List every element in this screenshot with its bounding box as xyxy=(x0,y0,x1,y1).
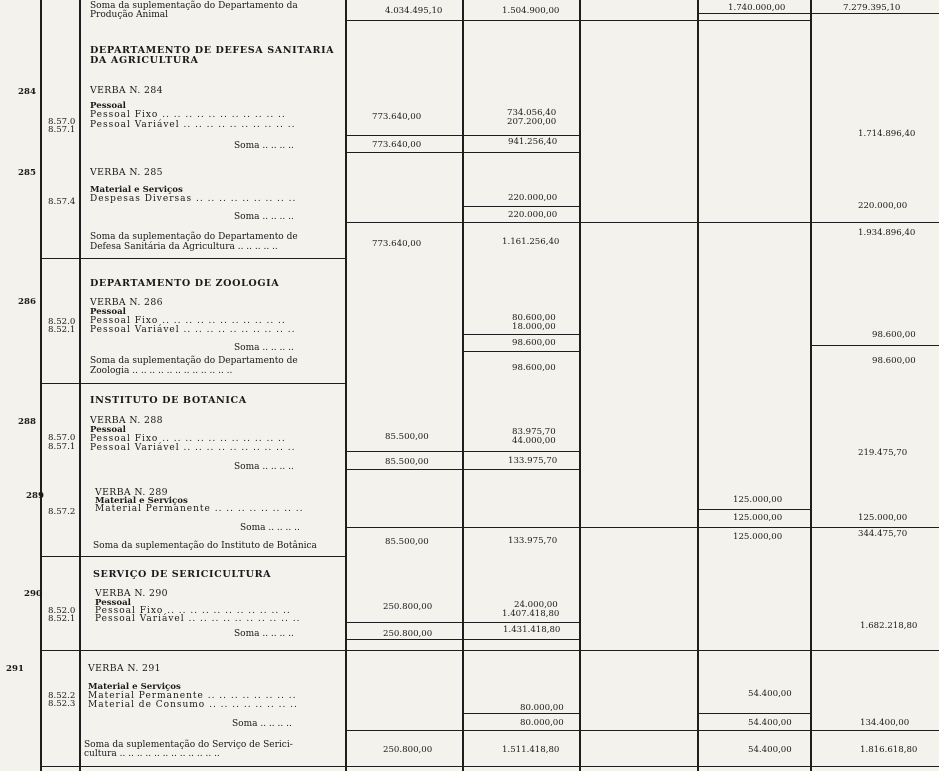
rule xyxy=(462,334,579,335)
value-col1: 773.640,00 xyxy=(372,140,422,150)
item-desc: Material de Consumo .. .. .. .. .. .. .. .. xyxy=(88,700,298,710)
value-col2: 18.000,00 xyxy=(512,322,556,332)
value-col4: 125.000,00 xyxy=(733,495,783,505)
verba-label: VERBA N. 289 xyxy=(95,487,168,498)
value-col1: 4.034.495,10 xyxy=(385,6,443,16)
value-col2: 1.407.418,80 xyxy=(502,609,560,619)
soma-label: Soma .. .. .. .. xyxy=(232,719,292,729)
value-col2: 98.600,00 xyxy=(512,363,556,373)
verba-label: VERBA N. 286 xyxy=(90,297,163,308)
rule xyxy=(345,451,579,452)
item-code: 8.52.0 xyxy=(48,317,76,327)
value-col5: 1.934.896,40 xyxy=(858,228,916,238)
value-col5: 134.400,00 xyxy=(860,718,910,728)
item-code: 8.52.1 xyxy=(48,325,76,335)
soma-label: Soma .. .. .. .. xyxy=(240,523,300,533)
item-desc: Pessoal Variável .. .. .. .. .. .. .. .. .. .. xyxy=(90,120,296,130)
column-rule xyxy=(810,0,812,771)
item-code: 8.57.2 xyxy=(48,507,76,517)
row-desc: Defesa Sanitária da Agricultura .. .. .. .. .. xyxy=(90,242,278,252)
soma-label: Soma .. .. .. .. xyxy=(234,343,294,353)
value-col2: 80.000,00 xyxy=(520,703,564,713)
section-title: DA AGRICULTURA xyxy=(90,55,199,66)
item-desc: Pessoal Variável .. .. .. .. .. .. .. .. .. .. xyxy=(95,614,301,624)
rule xyxy=(462,206,579,207)
value-col2: 207.200,00 xyxy=(507,117,557,127)
column-rule xyxy=(345,0,347,771)
soma-label: Soma .. .. .. .. xyxy=(234,212,294,222)
item-desc: Pessoal Fixo .. .. .. .. .. .. .. .. .. .. .. xyxy=(90,110,286,120)
section-title: DEPARTAMENTO DE DEFESA SANITARIA xyxy=(90,45,335,56)
item-desc: Material Permanente .. .. .. .. .. .. .. .. xyxy=(88,691,297,701)
rule xyxy=(40,650,939,651)
column-rule xyxy=(40,0,42,771)
value-col5: 1.714.896,40 xyxy=(858,129,916,139)
subheading: Pessoal xyxy=(95,598,131,608)
column-rule xyxy=(697,0,699,771)
value-col2: 98.600,00 xyxy=(512,338,556,348)
line-number: 285 xyxy=(18,168,36,178)
rule xyxy=(462,713,579,714)
value-col2: 133.975,70 xyxy=(508,456,558,466)
soma-label: Soma .. .. .. .. xyxy=(234,629,294,639)
item-desc: Pessoal Variável .. .. .. .. .. .. .. .. .. .. xyxy=(90,443,296,453)
column-rule xyxy=(462,0,464,771)
value-col5: 219.475,70 xyxy=(858,448,908,458)
value-col5: 1.682.218,80 xyxy=(860,621,918,631)
item-code: 8.57.1 xyxy=(48,125,76,135)
section-title: SERVIÇO DE SERICICULTURA xyxy=(93,569,272,580)
value-col2: 734.056,40 xyxy=(507,108,557,118)
subheading: Material e Serviços xyxy=(88,682,181,692)
row-desc: Soma da suplementação do Instituto de Botânica xyxy=(93,541,317,551)
line-number: 284 xyxy=(18,87,36,97)
value-col4: 54.400,00 xyxy=(748,689,792,699)
soma-label: Soma .. .. .. .. xyxy=(234,141,294,151)
value-col1: 250.800,00 xyxy=(383,602,433,612)
item-code: 8.57.0 xyxy=(48,117,76,127)
rule xyxy=(697,509,810,510)
value-col1: 85.500,00 xyxy=(385,537,429,547)
value-col5: 125.000,00 xyxy=(858,513,908,523)
value-col2: 220.000,00 xyxy=(508,210,558,220)
verba-label: VERBA N. 284 xyxy=(90,85,163,96)
value-col5: 98.600,00 xyxy=(872,356,916,366)
value-col4: 1.740.000,00 xyxy=(728,3,786,13)
value-col2: 220.000,00 xyxy=(508,193,558,203)
value-col2: 80.600,00 xyxy=(512,313,556,323)
value-col4: 125.000,00 xyxy=(733,513,783,523)
item-code: 8.57.0 xyxy=(48,433,76,443)
value-col5: 344.475,70 xyxy=(858,529,908,539)
value-col5: 98.600,00 xyxy=(872,330,916,340)
subheading: Pessoal xyxy=(90,307,126,317)
item-desc: Pessoal Fixo .. .. .. .. .. .. .. .. .. .. .. xyxy=(90,434,286,444)
line-number: 286 xyxy=(18,297,36,307)
item-desc: Pessoal Variável .. .. .. .. .. .. .. .. .. .. xyxy=(90,325,296,335)
value-col2: 1.431.418,80 xyxy=(503,625,561,635)
verba-label: VERBA N. 285 xyxy=(90,167,163,178)
rule xyxy=(697,13,939,14)
rule xyxy=(345,639,579,640)
line-number: 291 xyxy=(6,664,24,674)
subheading: Material e Serviços xyxy=(95,496,188,506)
verba-label: VERBA N. 290 xyxy=(95,588,168,599)
value-col2: 941.256,40 xyxy=(508,137,558,147)
row-desc: Soma da suplementação do Serviço de Serici- xyxy=(84,740,293,750)
verba-label: VERBA N. 291 xyxy=(88,663,161,674)
row-desc: Zoologia .. .. .. .. .. .. .. .. .. .. .. .. xyxy=(90,366,233,376)
rule xyxy=(40,556,345,557)
rule xyxy=(345,527,939,528)
rule xyxy=(697,713,810,714)
value-col5: 7.279.395,10 xyxy=(843,3,901,13)
item-code: 8.52.3 xyxy=(48,699,76,709)
value-col1: 250.800,00 xyxy=(383,629,433,639)
item-desc: Pessoal Fixo .. .. .. .. .. .. .. .. .. .. .. xyxy=(90,316,286,326)
item-code: 8.52.0 xyxy=(48,606,76,616)
item-code: 8.57.1 xyxy=(48,442,76,452)
section-title: DEPARTAMENTO DE ZOOLOGIA xyxy=(90,278,280,289)
verba-label: VERBA N. 288 xyxy=(90,415,163,426)
value-col2: 44.000,00 xyxy=(512,436,556,446)
subheading: Pessoal xyxy=(90,425,126,435)
value-col2: 80.000,00 xyxy=(520,718,564,728)
rule xyxy=(40,766,939,767)
value-col5: 220.000,00 xyxy=(858,201,908,211)
rule xyxy=(345,135,579,136)
rule xyxy=(345,469,579,470)
value-col4: 125.000,00 xyxy=(733,532,783,542)
row-desc: Soma da suplementação do Departamento de xyxy=(90,356,298,366)
value-col4: 54.400,00 xyxy=(748,718,792,728)
subheading: Material e Serviços xyxy=(90,185,183,195)
row-desc: cultura .. .. .. .. .. .. .. .. .. .. .. .. xyxy=(84,749,220,759)
item-desc: Despesas Diversas .. .. .. .. .. .. .. .. .. xyxy=(90,194,297,204)
value-col4: 54.400,00 xyxy=(748,745,792,755)
soma-label: Soma .. .. .. .. xyxy=(234,462,294,472)
column-rule xyxy=(79,0,81,771)
subheading: Pessoal xyxy=(90,101,126,111)
value-col2: 1.504.900,00 xyxy=(502,6,560,16)
rule xyxy=(345,622,579,623)
rule xyxy=(810,345,939,346)
value-col2: 1.161.256,40 xyxy=(502,237,560,247)
value-col1: 85.500,00 xyxy=(385,432,429,442)
row-desc: Produção Animal xyxy=(90,10,168,20)
value-col2: 133.975,70 xyxy=(508,536,558,546)
rule xyxy=(345,20,810,21)
row-desc: Soma da suplementação do Departamento de xyxy=(90,232,298,242)
line-number: 289 xyxy=(26,491,44,501)
item-code: 8.52.1 xyxy=(48,614,76,624)
line-number: 288 xyxy=(18,417,36,427)
item-code: 8.52.2 xyxy=(48,691,76,701)
rule xyxy=(462,351,579,352)
rule xyxy=(345,730,939,731)
row-desc: Soma da suplementação do Departamento da xyxy=(90,1,298,11)
rule xyxy=(40,258,345,259)
value-col2: 83.975,70 xyxy=(512,427,556,437)
value-col1: 773.640,00 xyxy=(372,112,422,122)
item-code: 8.57.4 xyxy=(48,197,76,207)
value-col2: 24.000,00 xyxy=(514,600,558,610)
rule xyxy=(345,222,939,223)
value-col1: 773.640,00 xyxy=(372,239,422,249)
value-col1: 85.500,00 xyxy=(385,457,429,467)
item-desc: Pessoal Fixo .. .. .. .. .. .. .. .. .. .. .. xyxy=(95,606,291,616)
value-col2: 1.511.418,80 xyxy=(502,745,560,755)
section-title: INSTITUTO DE BOTANICA xyxy=(90,395,247,406)
column-rule xyxy=(579,0,581,771)
value-col1: 250.800,00 xyxy=(383,745,433,755)
line-number: 290 xyxy=(24,589,42,599)
item-desc: Material Permanente .. .. .. .. .. .. .. .. xyxy=(95,504,304,514)
rule xyxy=(345,152,579,153)
value-col5: 1.816.618,80 xyxy=(860,745,918,755)
rule xyxy=(40,383,345,384)
